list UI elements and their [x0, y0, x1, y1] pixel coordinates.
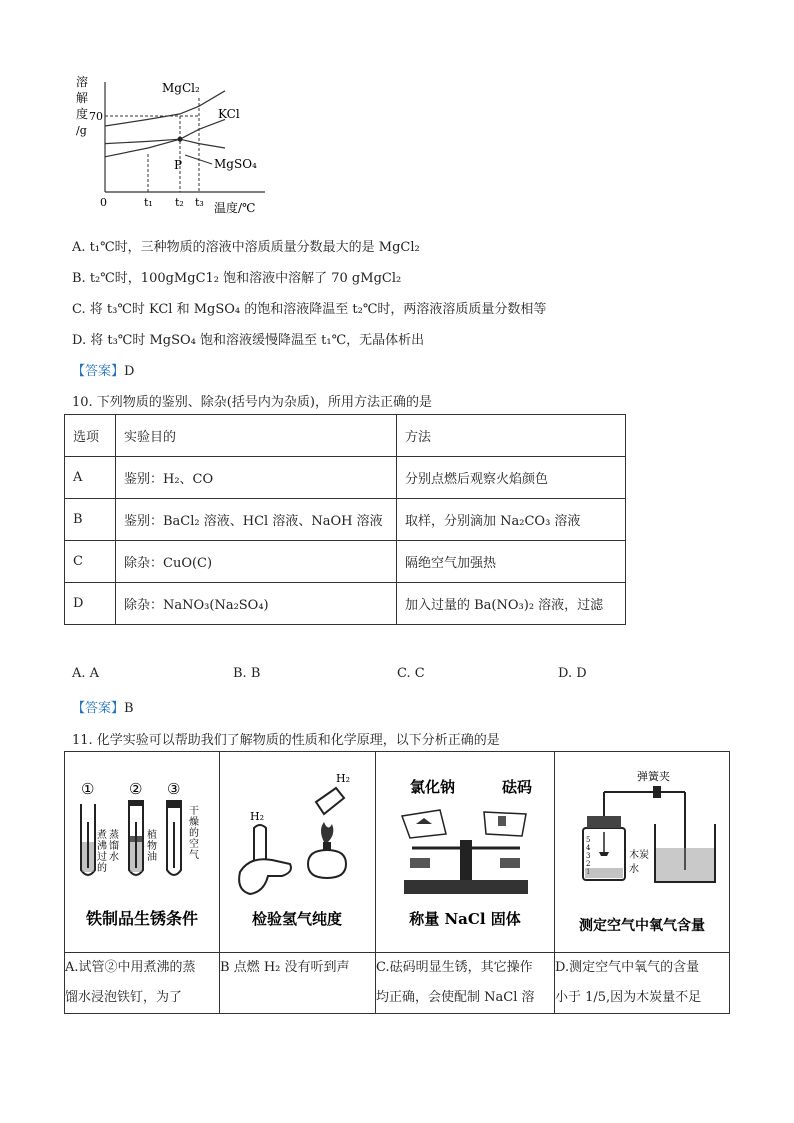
row-c-purpose: 除杂：CuO(C): [116, 541, 397, 583]
right-support: [500, 858, 520, 868]
lamp-wick: [323, 842, 331, 850]
leader-mgso4: [185, 155, 212, 164]
origin-label: 0: [100, 196, 107, 209]
q9-answer-label: 【答案】: [72, 364, 125, 379]
figure-oxygen: [555, 752, 730, 953]
q11-stem: 11. 化学实验可以帮助我们了解物质的性质和化学原理，以下分析正确的是: [72, 733, 500, 748]
caption-hydrogen: 检验氢气纯度: [251, 910, 343, 928]
q10-answer-value: B: [124, 701, 134, 716]
table-row: [65, 457, 626, 499]
label-weights: 砝码: [502, 778, 533, 796]
row-b-option: B: [65, 499, 116, 541]
boiled-water-label: 煮沸过的: [97, 830, 107, 874]
q11-d-line2: 小于 1/5,因为木炭量不足: [555, 990, 702, 1005]
table-row: [65, 583, 626, 625]
tilted-tube: [316, 788, 344, 814]
q10-option-b: B. B: [233, 666, 261, 681]
label-charcoal: 木炭: [629, 850, 649, 861]
q11-c-line1: C.砝码明显生锈，其它操作: [376, 960, 533, 975]
caption-rust: 铁制品生锈条件: [85, 909, 199, 928]
balance-base: [404, 880, 528, 894]
hand-shape: [239, 859, 291, 894]
oil-label: 植物油: [147, 830, 157, 863]
intersection-point: [178, 137, 183, 142]
row-b-purpose: 鉴别：BaCl₂ 溶液、HCl 溶液、NaOH 溶液: [116, 499, 397, 541]
beaker-water: [656, 848, 714, 881]
q11-b-line1: B 点燃 H₂ 没有听到声: [220, 960, 350, 975]
figure-hydrogen: [220, 752, 376, 953]
alcohol-lamp: [308, 850, 346, 878]
q11-c-line2: 均正确，会使配制 NaCl 溶: [376, 990, 535, 1005]
tube-1-number: ①: [81, 780, 95, 798]
boiled-water-label-2: 蒸馏水: [109, 830, 119, 863]
q9-option-c: C. 将 t₃℃时 KCl 和 MgSO₄ 的饱和溶液降温至 t₂℃时，两溶液溶质质量分数相等: [72, 302, 547, 317]
q9-option-a: A. t₁℃时，三种物质的溶液中溶质质量分数最大的是 MgCl₂: [72, 240, 420, 255]
stopper-2: [128, 800, 144, 806]
tube-3-number: ③: [167, 780, 181, 798]
q9-answer: [72, 360, 134, 379]
label-water: 水: [629, 864, 639, 875]
y-tick-70: 70: [89, 110, 103, 123]
row-c-option: C: [65, 541, 116, 583]
solubility-chart: [70, 72, 270, 217]
figure-row: [65, 752, 730, 953]
dry-air-label: 干燥的空气: [189, 806, 199, 861]
jar-stopper: [587, 816, 621, 828]
y-label-4: /g: [76, 124, 87, 137]
caption-oxygen: 测定空气中氧气含量: [579, 918, 705, 934]
figure-balance: [376, 752, 555, 953]
q11-table: [64, 751, 730, 1014]
row-b-method: 取样，分别滴加 Na₂CO₃ 溶液: [397, 499, 626, 541]
y-label-2: 解: [76, 91, 89, 105]
label-mgcl2: MgCl₂: [162, 81, 200, 95]
flame: [321, 822, 333, 842]
inverted-tube: [254, 825, 266, 864]
q10-answer: [72, 697, 134, 716]
row-d-purpose: 除杂：NaNO₃(Na₂SO₄): [116, 583, 397, 625]
label-mgso4: MgSO₄: [214, 157, 257, 171]
q11-option-d: [555, 953, 730, 1014]
header-method: 方法: [397, 415, 626, 457]
curve-kcl: [105, 119, 225, 156]
q11-a-line1: A.试管②中用煮沸的蒸: [65, 960, 196, 975]
label-kcl: KCl: [218, 107, 240, 121]
q9-option-b: B. t₂℃时，100gMgC1₂ 饱和溶液中溶解了 70 gMgCl₂: [72, 271, 402, 286]
label-p: P: [174, 158, 183, 172]
q11-d-line1: D.测定空气中氧气的含量: [555, 960, 700, 975]
h2-label-left: H₂: [250, 810, 265, 823]
y-label-1: 溶: [76, 75, 89, 89]
label-nacl: 氯化钠: [410, 778, 456, 796]
q10-option-a: A. A: [72, 666, 100, 681]
header-option: 选项: [65, 415, 116, 457]
q10-option-d: D. D: [558, 666, 587, 681]
row-d-method: 加入过量的 Ba(NO₃)₂ 溶液，过滤: [397, 583, 626, 625]
q10-option-c: C. C: [397, 666, 425, 681]
balance-figure: [376, 752, 554, 948]
salt-pile: [416, 818, 432, 824]
row-a-method: 分别点燃后观察火焰颜色: [397, 457, 626, 499]
caption-balance: 称量 NaCl 固体: [409, 910, 521, 928]
q11-option-c: [376, 953, 555, 1014]
q11-option-b: [220, 953, 376, 1014]
q11-option-a: [65, 953, 220, 1014]
hydrogen-figure: [220, 752, 375, 948]
curve-mgcl2: [105, 91, 225, 126]
q9-answer-value: D: [124, 364, 135, 379]
q10-table: [64, 414, 626, 625]
option-text-row: [65, 953, 730, 1014]
oxygen-figure: [555, 752, 729, 948]
row-a-option: A: [65, 457, 116, 499]
row-a-purpose: 鉴别：H₂、CO: [116, 457, 397, 499]
x-tick-t2: t₂: [175, 196, 184, 209]
q10-answer-label: 【答案】: [72, 701, 125, 716]
spring-clip: [653, 786, 661, 798]
q10-stem: 10. 下列物质的鉴别、除杂(括号内为杂质)，所用方法正确的是: [72, 395, 432, 410]
table-row: [65, 499, 626, 541]
label-clip: 弹簧夹: [637, 770, 670, 783]
tube-2-number: ②: [129, 780, 143, 798]
charcoal-spoon: [599, 852, 609, 856]
header-purpose: 实验目的: [116, 415, 397, 457]
jar-marks: 5 4 3 2: [586, 836, 591, 868]
h2-label-right: H₂: [336, 772, 351, 785]
balance-pillar: [460, 840, 472, 880]
x-tick-t1: t₁: [144, 196, 153, 209]
jar-water: [585, 868, 623, 878]
rust-tubes-figure: [65, 752, 219, 948]
x-label: 温度/℃: [214, 201, 256, 215]
x-tick-t3: t₃: [195, 196, 204, 209]
table-row: [65, 541, 626, 583]
table-header-row: [65, 415, 626, 457]
left-support: [410, 858, 430, 868]
q9-option-d: D. 将 t₃℃时 MgSO₄ 饱和溶液缓慢降温至 t₁℃，无晶体析出: [72, 333, 425, 348]
figure-rust: [65, 752, 220, 953]
y-label-3: 度: [76, 107, 89, 121]
q11-a-line2: 馏水浸泡铁钉，为了: [65, 990, 183, 1005]
row-c-method: 隔绝空气加强热: [397, 541, 626, 583]
stopper-3: [166, 800, 182, 808]
row-d-option: D: [65, 583, 116, 625]
weight-block: [498, 816, 506, 826]
